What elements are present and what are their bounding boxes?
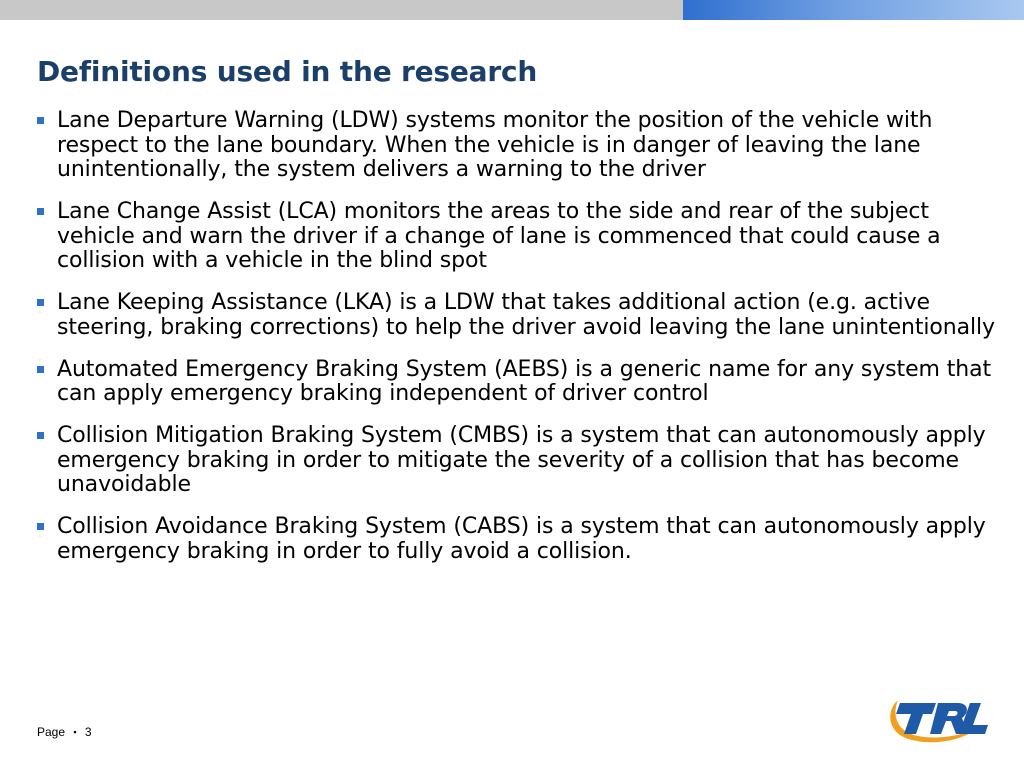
- list-item: [36, 515, 1006, 564]
- list-item: [36, 358, 1006, 407]
- square-bullet-icon: [37, 523, 44, 530]
- trl-logo-icon: [884, 690, 990, 748]
- page-number-footer: [37, 724, 92, 740]
- footer-separator: ▪: [73, 727, 77, 737]
- list-item: [36, 109, 1006, 183]
- square-bullet-icon: [37, 299, 44, 306]
- slide-title: Definitions used in the research: [37, 55, 538, 88]
- page-label: Page: [37, 725, 66, 739]
- definition-ldw-text: Lane Departure Warning (LDW) systems monitor the position of the vehicle with respect to the lane boundary. When the vehicle is in danger of leaving the lane unintentionally, the system delivers a warning to the driver: [57, 108, 933, 182]
- definition-cmbs-text: Collision Mitigation Braking System (CMBS) is a system that can autonomously apply emergency braking in order to mitigate the severity of a collision that has become unavoidable: [57, 423, 986, 497]
- square-bullet-icon: [37, 432, 44, 439]
- list-item: [36, 424, 1006, 498]
- definition-lca-text: Lane Change Assist (LCA) monitors the areas to the side and rear of the subject vehicle and warn the driver if a change of lane is commenced that could cause a collision with a vehicle in the blind spot: [57, 199, 941, 273]
- top-accent-gradient: [683, 0, 1024, 20]
- definition-cabs-text: Collision Avoidance Braking System (CABS) is a system that can autonomously apply emergency braking in order to fully avoid a collision.: [57, 514, 986, 564]
- definitions-list: [36, 109, 1006, 582]
- page-number: 3: [84, 725, 92, 739]
- definition-aebs-text: Automated Emergency Braking System (AEBS) is a generic name for any system that can apply emergency braking independent of driver control: [57, 356, 992, 406]
- square-bullet-icon: [37, 208, 44, 215]
- square-bullet-icon: [37, 117, 44, 124]
- list-item: [36, 291, 1006, 340]
- list-item: [36, 200, 1006, 274]
- definition-lka-text: Lane Keeping Assistance (LKA) is a LDW that takes additional action (e.g. active steering, braking corrections) to help the driver avoid leaving the lane unintentionally: [57, 290, 995, 340]
- square-bullet-icon: [37, 366, 44, 373]
